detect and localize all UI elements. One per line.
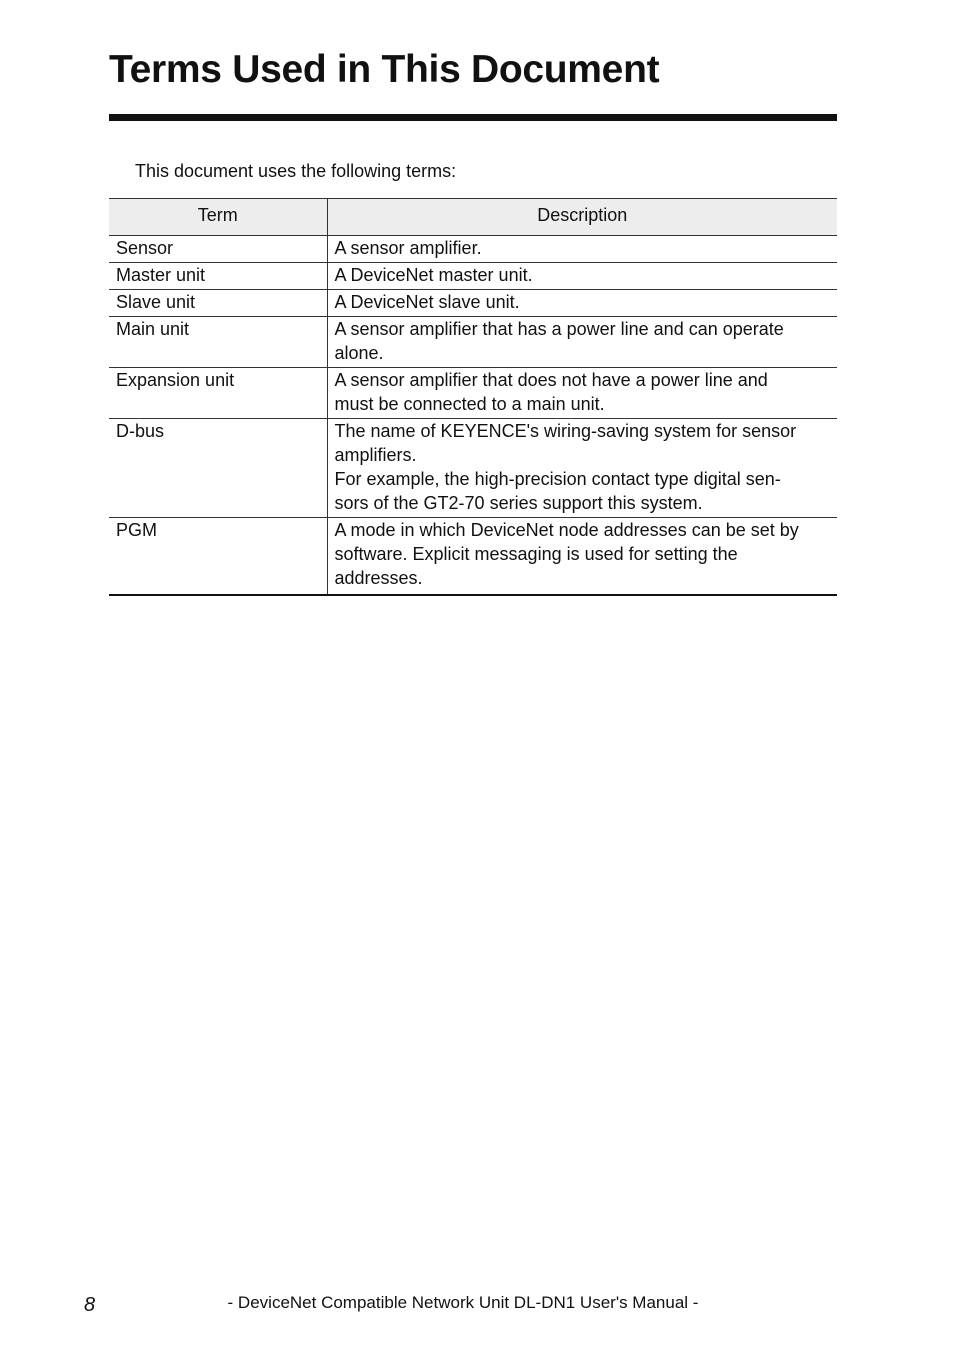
- term-cell: Expansion unit: [109, 368, 327, 419]
- description-cell: [327, 263, 837, 290]
- table-header-row: [109, 199, 837, 236]
- footer-text: - DeviceNet Compatible Network Unit DL-DN1 User's Manual -: [227, 1293, 699, 1312]
- description-line: The name of KEYENCE's wiring-saving system for sensor: [334, 421, 797, 441]
- description-cell: [327, 419, 837, 518]
- description-line: sors of the GT2-70 series support this system.: [334, 493, 703, 513]
- description-line: A DeviceNet slave unit.: [334, 292, 520, 312]
- page-title: Terms Used in This Document: [109, 48, 660, 91]
- table-row: [109, 236, 837, 263]
- term-cell: Main unit: [109, 317, 327, 368]
- description-line: A sensor amplifier.: [334, 238, 482, 258]
- table-row: [109, 518, 837, 596]
- terms-table: [109, 198, 837, 596]
- description-cell: [327, 317, 837, 368]
- description-line: software. Explicit messaging is used for setting the: [334, 544, 738, 564]
- table-row: [109, 290, 837, 317]
- table-row: [109, 368, 837, 419]
- description-line: For example, the high-precision contact type digital sen-: [334, 469, 781, 489]
- description-line: A sensor amplifier that has a power line and can operate: [334, 319, 784, 339]
- description-line: alone.: [334, 343, 384, 363]
- description-cell: [327, 368, 837, 419]
- description-line: must be connected to a main unit.: [334, 394, 605, 414]
- description-cell: [327, 236, 837, 263]
- description-line: A sensor amplifier that does not have a power line and: [334, 370, 768, 390]
- term-cell: Slave unit: [109, 290, 327, 317]
- table-row: [109, 317, 837, 368]
- description-line: A DeviceNet master unit.: [334, 265, 533, 285]
- term-cell: D-bus: [109, 419, 327, 518]
- table-row: [109, 263, 837, 290]
- term-cell: Sensor: [109, 236, 327, 263]
- description-column-header: Description: [327, 199, 837, 236]
- description-cell: [327, 518, 837, 596]
- description-cell: [327, 290, 837, 317]
- term-column-header: Term: [109, 199, 327, 236]
- term-cell: Master unit: [109, 263, 327, 290]
- description-line: addresses.: [334, 568, 423, 588]
- page-number: 8: [84, 1294, 96, 1316]
- title-rule: [109, 114, 837, 121]
- description-line: amplifiers.: [334, 445, 417, 465]
- table-row: [109, 419, 837, 518]
- term-cell: PGM: [109, 518, 327, 596]
- intro-text: This document uses the following terms:: [135, 161, 457, 181]
- description-line: A mode in which DeviceNet node addresses can be set by: [334, 520, 799, 540]
